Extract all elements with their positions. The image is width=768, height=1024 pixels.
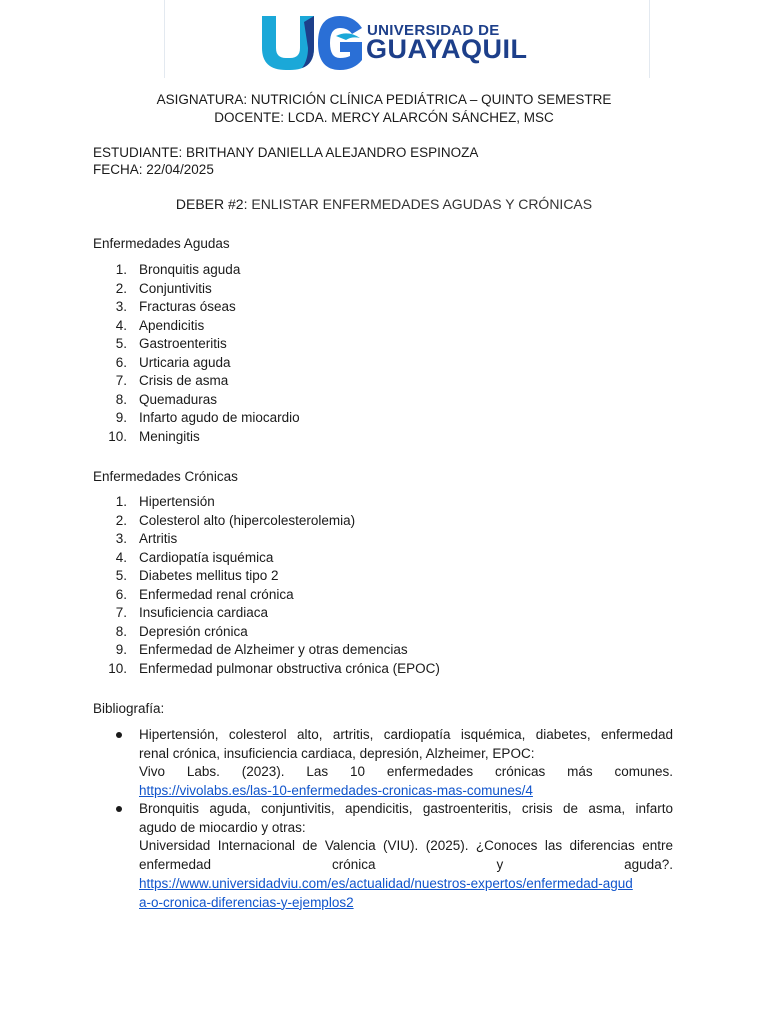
bullet-icon: [116, 806, 122, 812]
item-text: Fracturas óseas: [139, 299, 236, 314]
item-text: Meningitis: [139, 428, 200, 444]
item-number: 7.: [115, 605, 127, 620]
list-item: [93, 641, 440, 660]
item-number: 9.: [115, 642, 127, 657]
list-item: [93, 261, 300, 280]
item-number: 7.: [115, 373, 127, 388]
item-text: Depresión crónica: [139, 623, 248, 639]
list-item: [93, 391, 300, 410]
bib1-source: Vivo Labs. (2023). Las 10 enfermedades crónicas más comunes.: [139, 764, 673, 780]
item-number: 4.: [115, 317, 127, 333]
item-number: 10.: [108, 660, 127, 676]
list-item: [93, 660, 440, 679]
item-number: 8.: [115, 623, 127, 639]
header-frame-left: [164, 0, 165, 78]
bullet-icon: [116, 732, 122, 738]
bib2-link-line1[interactable]: https://www.universidadviu.com/es/actualidad/nuestros-expertos/enfermedad-agud: [139, 875, 633, 891]
bib2-topic-line2: agudo de miocardio y otras:: [139, 819, 306, 835]
bibliografia-heading: Bibliografía:: [93, 701, 165, 716]
logo-line2: GUAYAQUIL: [366, 34, 528, 64]
bib2-word-1: enfermedad: [139, 857, 212, 873]
docente: DOCENTE: LCDA. MERCY ALARCÓN SÁNCHEZ, MSC: [214, 110, 554, 125]
list-item: [93, 298, 300, 317]
item-number: 2.: [115, 512, 127, 528]
list-item: [93, 372, 300, 391]
bib2-link-suffix: 2: [346, 894, 354, 910]
item-number: 1.: [115, 494, 127, 509]
item-number: 1.: [115, 262, 127, 277]
item-text: Artritis: [139, 531, 178, 546]
item-text: Diabetes mellitus tipo 2: [139, 568, 279, 583]
bib2-word-4: aguda?.: [624, 857, 673, 873]
item-text: Crisis de asma: [139, 373, 229, 388]
item-text: Enfermedad renal crónica: [139, 586, 294, 602]
item-text: Apendicitis: [139, 317, 205, 333]
list-item: [93, 623, 440, 642]
header-frame-right: [649, 0, 650, 78]
bib2-source-line2: [139, 856, 673, 875]
bib2-link-line2[interactable]: a-o-cronica-diferencias-y-ejemplos: [139, 894, 347, 910]
item-text: Infarto agudo de miocardio: [139, 410, 300, 425]
list-item: [93, 280, 300, 299]
list-item: [93, 586, 440, 605]
item-text: Cardiopatía isquémica: [139, 549, 274, 565]
item-number: 2.: [115, 280, 127, 296]
asignatura: ASIGNATURA: NUTRICIÓN CLÍNICA PEDIÁTRICA – QUINTO SEMESTRE: [156, 92, 612, 107]
item-text: Bronquitis aguda: [139, 262, 241, 277]
bib-entry-2: [139, 800, 673, 912]
list-item: [93, 567, 440, 586]
deber-heading: [0, 196, 768, 212]
list-item: [93, 428, 300, 447]
estudiante: ESTUDIANTE: BRITHANY DANIELLA ALEJANDRO ESPINOZA: [93, 145, 479, 160]
list-item: [93, 530, 440, 549]
item-text: Quemaduras: [139, 391, 218, 407]
list-item: [93, 409, 300, 428]
list-item: [93, 549, 440, 568]
fecha: FECHA: 22/04/2025: [93, 162, 214, 177]
agudas-list: [93, 261, 300, 446]
item-number: 6.: [115, 586, 127, 602]
item-number: 5.: [115, 336, 127, 351]
list-item: [93, 512, 440, 531]
item-number: 6.: [115, 354, 127, 370]
item-number: 5.: [115, 568, 127, 583]
list-item: [93, 354, 300, 373]
list-item: [93, 317, 300, 336]
item-text: Insuficiencia cardiaca: [139, 605, 269, 620]
document-header: [160, 0, 652, 80]
item-text: Gastroenteritis: [139, 336, 227, 351]
item-number: 3.: [115, 531, 127, 546]
list-item: [93, 335, 300, 354]
list-item: [93, 493, 440, 512]
item-text: Urticaria aguda: [139, 354, 231, 370]
deber-title: ENLISTAR ENFERMEDADES AGUDAS Y CRÓNICAS: [251, 196, 593, 212]
bib-entry-1: [139, 726, 673, 801]
agudas-heading: Enfermedades Agudas: [93, 236, 230, 251]
bib1-link[interactable]: https://vivolabs.es/las-10-enfermedades-cronicas-mas-comunes/4: [139, 783, 533, 799]
item-text: Hipertensión: [139, 494, 215, 509]
item-text: Conjuntivitis: [139, 280, 212, 296]
item-text: Colesterol alto (hipercolesterolemia): [139, 512, 356, 528]
cronicas-heading: Enfermedades Crónicas: [93, 469, 238, 484]
item-number: 9.: [115, 410, 127, 425]
bib1-topic-line1: Hipertensión, colesterol alto, artritis, cardiopatía isquémica, diabetes, enfermedad: [139, 727, 673, 742]
deber-label: DEBER #2:: [175, 196, 248, 212]
item-text: Enfermedad pulmonar obstructiva crónica (EPOC): [139, 660, 440, 676]
cronicas-list: [93, 493, 440, 678]
logo-line1: UNIVERSIDAD DE: [367, 22, 500, 39]
item-number: 3.: [115, 299, 127, 314]
bib1-topic-line2: renal crónica, insuficiencia cardiaca, depresión, Alzheimer, EPOC:: [139, 745, 535, 761]
bib2-topic-line1: Bronquitis aguda, conjuntivitis, apendicitis, gastroenteritis, crisis de asma, infarto: [139, 801, 673, 816]
list-item: [93, 604, 440, 623]
bib2-word-3: y: [496, 857, 504, 873]
item-text: Enfermedad de Alzheimer y otras demencias: [139, 642, 408, 657]
bib2-source-line1: Universidad Internacional de Valencia (VIU). (2025). ¿Conoces las diferencias entre: [139, 838, 673, 854]
item-number: 10.: [108, 428, 127, 444]
item-number: 8.: [115, 391, 127, 407]
item-number: 4.: [115, 549, 127, 565]
bib2-word-2: crónica: [332, 857, 376, 873]
